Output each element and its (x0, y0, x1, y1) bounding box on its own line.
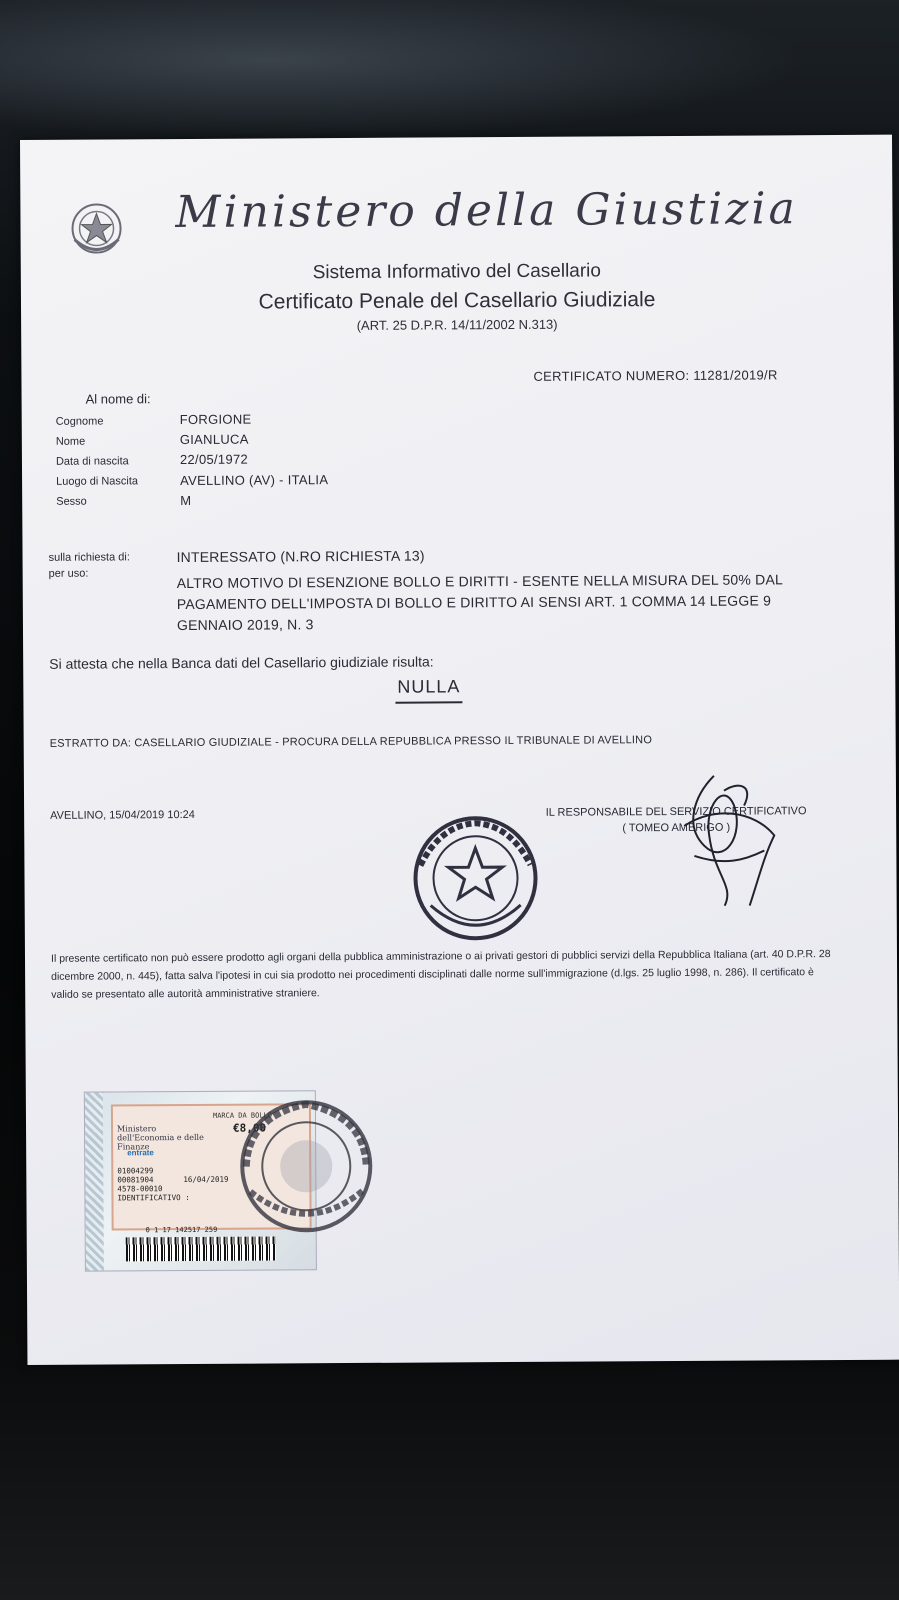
field-value-nome: GIANLUCA (179, 431, 249, 448)
certificate-paper (20, 135, 899, 1365)
richiesta-value: INTERESSATO (N.RO RICHIESTA 13) (176, 547, 425, 566)
field-label-cognome: Cognome (55, 415, 104, 428)
ministry-title: Ministero della Giustizia (175, 183, 798, 239)
richiesta-label: sulla richiesta di: (48, 551, 130, 564)
uso-value: ALTRO MOTIVO DI ESENZIONE BOLLO E DIRITTI - ESENTE NELLA MISURA DEL 50% DAL PAGAMENTO DELL'IMPOSTA DI BOLLO E DIRITTO AI SENSI ART. 1 COMMA 14 LEGGE 9 GENNAIO 2019, N. 3 (176, 571, 783, 634)
responsible-title: IL RESPONSABILE DEL SERVIZIO CERTIFICATIVO (545, 805, 807, 819)
person-heading: Al nome di: (85, 391, 151, 407)
italian-emblem-icon (66, 199, 126, 257)
attestation-text: Si attesta che nella Banca dati del Casellario giudiziale risulta: (49, 653, 434, 672)
signature-icon (664, 765, 795, 916)
hologram-strip (85, 1093, 104, 1271)
marca-line: 01004299 (117, 1166, 154, 1176)
field-label-sesso: Sesso (56, 495, 87, 508)
certificate-title: Certificato Penale del Casellario Giudiziale (258, 288, 656, 314)
marca-line: 00081904 (117, 1175, 154, 1185)
tribunale-stamp-icon (226, 1096, 387, 1237)
marca-issuer: Ministero dell'Economia e delle Finanze (117, 1124, 204, 1152)
marca-date: 16/04/2019 (183, 1174, 229, 1185)
marca-title: MARCA DA BOLLO (212, 1111, 273, 1120)
field-value-cognome: FORGIONE (179, 411, 252, 428)
footer-note: Il presente certificato non può essere prodotto agli organi della pubblica amministrazione o ai privati gestori di pubblici servizi della Repubblica Italiana (art. 40 D.P.R. 28 dicembre 2000, n. 445), fatta salva l'ipotesi in cui sia prodotto nei procedimenti disciplinati dalle norme sull'immigrazione (d.lgs. 25 luglio 1998, n. 286). Il certificato è valido se presentato alle autorità amministrative straniere. (50, 948, 831, 1001)
field-label-data-nascita: Data di nascita (55, 455, 129, 468)
marca-line: IDENTIFICATIVO : (117, 1192, 190, 1203)
uso-label: per uso: (48, 567, 89, 580)
procura-stamp-icon (400, 815, 551, 942)
barcode-number: 0 1 17 142517 259 (145, 1225, 218, 1235)
legal-reference: (ART. 25 D.P.R. 14/11/2002 N.313) (356, 316, 558, 333)
responsible-name: ( TOMEO AMERIGO ) (622, 821, 731, 835)
barcode (126, 1236, 276, 1261)
marca-amount: €8,00 (233, 1121, 267, 1135)
marca-codes (117, 1166, 189, 1202)
field-value-luogo-nascita: AVELLINO (AV) - ITALIA (180, 472, 329, 489)
marca-line: 4578-00010 (117, 1184, 163, 1194)
field-label-nome: Nome (55, 435, 86, 448)
certificate-number: CERTIFICATO NUMERO: 11281/2019/R (533, 367, 778, 384)
field-label-luogo-nascita: Luogo di Nascita (56, 475, 139, 488)
field-value-sesso: M (180, 492, 192, 509)
result-value: NULLA (395, 676, 462, 703)
background-reflection (0, 0, 899, 150)
place-date: AVELLINO, 15/04/2019 10:24 (50, 808, 195, 822)
estratto-line: ESTRATTO DA: CASELLARIO GIUDIZIALE - PROCURA DELLA REPUBBLICA PRESSO IL TRIBUNALE DI AVELLINO (49, 734, 653, 750)
system-title: Sistema Informativo del Casellario (312, 260, 602, 284)
field-value-data-nascita: 22/05/1972 (179, 451, 249, 468)
marca-brand: entrate (127, 1148, 154, 1158)
